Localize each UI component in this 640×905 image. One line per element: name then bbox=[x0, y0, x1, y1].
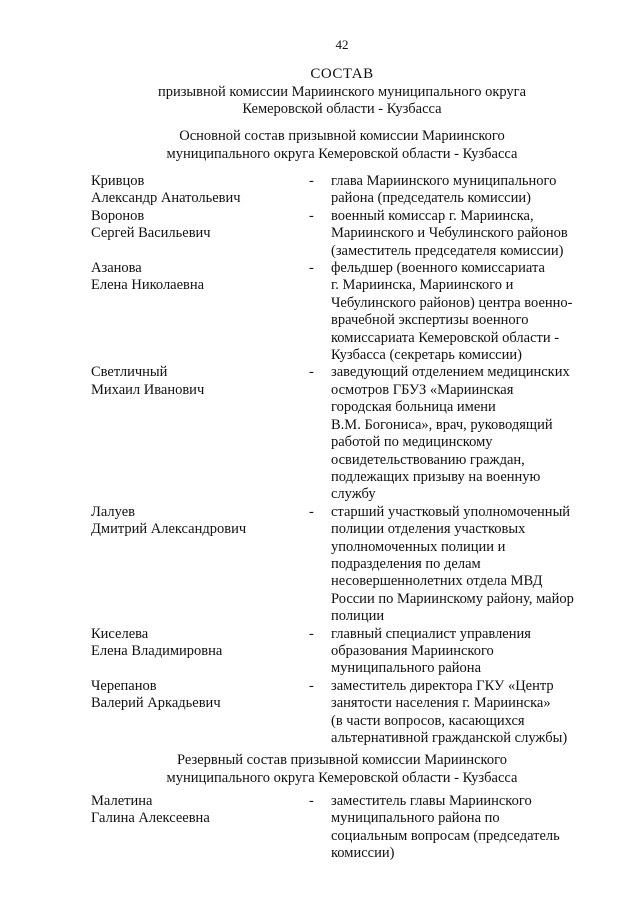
main-section-heading bbox=[0, 128, 640, 163]
role-line: уполномоченных полиции и bbox=[331, 538, 506, 555]
dash-separator: - bbox=[309, 207, 314, 224]
role-line: врачебной экспертизы военного bbox=[331, 312, 529, 329]
heading-line: муниципального округа Кемеровской области - Кузбасса bbox=[166, 145, 518, 162]
given-names: Сергей Васильевич bbox=[91, 225, 211, 242]
given-names: Александр Анатольевич bbox=[91, 190, 241, 207]
surname: Киселева bbox=[91, 625, 149, 642]
member-name bbox=[91, 504, 306, 626]
document-title-block bbox=[0, 66, 640, 119]
role-line: Мариинского и Чебулинского районов bbox=[331, 225, 568, 242]
member-role bbox=[331, 678, 586, 748]
role-line: (заместитель председателя комиссии) bbox=[331, 242, 564, 259]
member-name bbox=[91, 173, 306, 208]
dash-separator: - bbox=[309, 173, 314, 189]
role-line: военный комиссар г. Мариинска, bbox=[331, 207, 534, 224]
role-line: Кузбасса (секретарь комиссии) bbox=[331, 347, 522, 364]
member-role bbox=[331, 626, 586, 678]
heading-line: муниципального округа Кемеровской области - Кузбасса bbox=[166, 769, 518, 786]
member-role bbox=[331, 364, 586, 503]
member-entry bbox=[91, 208, 591, 260]
role-line: работой по медицинскому bbox=[331, 434, 493, 451]
heading-line: Основной состав призывной комиссии Мариинского bbox=[179, 128, 505, 144]
surname: Азанова bbox=[91, 260, 142, 277]
document-title: СОСТАВ bbox=[310, 66, 374, 82]
member-name bbox=[91, 364, 306, 503]
dash-separator: - bbox=[309, 503, 314, 520]
role-line: старший участковый уполномоченный bbox=[331, 503, 571, 520]
role-line: В.М. Богониса», врач, руководящий bbox=[331, 416, 553, 433]
role-line: несовершеннолетних отдела МВД bbox=[331, 573, 543, 590]
surname: Кривцов bbox=[91, 173, 145, 189]
role-line: заведующий отделением медицинских bbox=[331, 364, 570, 381]
member-entry bbox=[91, 173, 591, 208]
document-subtitle-line: Кемеровской области - Кузбасса bbox=[242, 101, 442, 117]
dash-separator: - bbox=[309, 793, 314, 809]
role-line: комиссариата Кемеровской области - bbox=[331, 329, 560, 346]
member-entry bbox=[91, 260, 591, 364]
member-role bbox=[331, 260, 586, 364]
role-line: социальным вопросам (председатель bbox=[331, 827, 560, 844]
given-names: Дмитрий Александрович bbox=[91, 521, 247, 538]
member-name bbox=[91, 793, 306, 863]
member-entry bbox=[91, 504, 591, 626]
role-line: России по Мариинскому району, майор bbox=[331, 590, 574, 607]
role-line: фельдшер (военного комиссариата bbox=[331, 260, 545, 277]
role-line: освидетельствованию граждан, bbox=[331, 451, 525, 468]
role-line: службу bbox=[331, 486, 376, 503]
dash-separator: - bbox=[309, 625, 314, 642]
surname: Лалуев bbox=[91, 503, 135, 520]
member-entry bbox=[91, 678, 591, 748]
role-line: (в части вопросов, касающихся bbox=[331, 712, 525, 729]
role-line: образования Мариинского bbox=[331, 642, 494, 659]
role-line: района (председатель комиссии) bbox=[331, 190, 531, 207]
role-line: занятости населения г. Мариинска» bbox=[331, 695, 551, 712]
member-role bbox=[331, 793, 586, 863]
given-names: Валерий Аркадьевич bbox=[91, 695, 221, 712]
member-role bbox=[331, 504, 586, 626]
role-line: подлежащих призыву на военную bbox=[331, 468, 541, 485]
member-name bbox=[91, 208, 306, 260]
role-line: осмотров ГБУЗ «Мариинская bbox=[331, 381, 514, 398]
member-name bbox=[91, 260, 306, 364]
surname: Светличный bbox=[91, 364, 168, 381]
dash-separator: - bbox=[309, 677, 314, 694]
role-line: муниципального района bbox=[331, 660, 481, 677]
member-entry bbox=[91, 626, 591, 678]
role-line: г. Мариинска, Мариинского и bbox=[331, 277, 514, 294]
given-names: Елена Николаевна bbox=[91, 277, 205, 294]
role-line: заместитель директора ГКУ «Центр bbox=[331, 677, 554, 694]
role-line: глава Мариинского муниципального bbox=[331, 173, 557, 189]
role-line: альтернативной гражданской службы) bbox=[331, 730, 568, 746]
given-names: Галина Алексеевна bbox=[91, 810, 210, 827]
surname: Черепанов bbox=[91, 677, 157, 694]
role-line: Чебулинского районов) центра военно- bbox=[331, 294, 573, 311]
dash-separator: - bbox=[309, 260, 314, 277]
role-line: главный специалист управления bbox=[331, 625, 531, 642]
role-line: городская больница имени bbox=[331, 399, 496, 416]
member-entry bbox=[91, 364, 591, 503]
given-names: Елена Владимировна bbox=[91, 642, 223, 659]
reserve-section-heading bbox=[0, 752, 640, 787]
member-name bbox=[91, 678, 306, 748]
surname: Воронов bbox=[91, 207, 145, 224]
role-line: полиции bbox=[331, 608, 385, 625]
role-line: полиции отделения участковых bbox=[331, 521, 526, 538]
page-number: 42 bbox=[335, 37, 349, 52]
member-name bbox=[91, 626, 306, 678]
document-subtitle-line: призывной комиссии Мариинского муниципального округа bbox=[157, 83, 527, 100]
role-line: муниципального района по bbox=[331, 810, 500, 827]
role-line: комиссии) bbox=[331, 845, 395, 862]
role-line: подразделения по делам bbox=[331, 555, 481, 572]
dash-separator: - bbox=[309, 364, 314, 381]
heading-line: Резервный состав призывной комиссии Мариинского bbox=[177, 752, 507, 768]
main-members-list bbox=[91, 173, 591, 747]
surname: Малетина bbox=[91, 793, 153, 809]
reserve-members-list bbox=[91, 793, 591, 863]
role-line: заместитель главы Мариинского bbox=[331, 793, 532, 809]
member-entry bbox=[91, 793, 591, 863]
given-names: Михаил Иванович bbox=[91, 381, 205, 398]
member-role bbox=[331, 173, 586, 208]
member-role bbox=[331, 208, 586, 260]
